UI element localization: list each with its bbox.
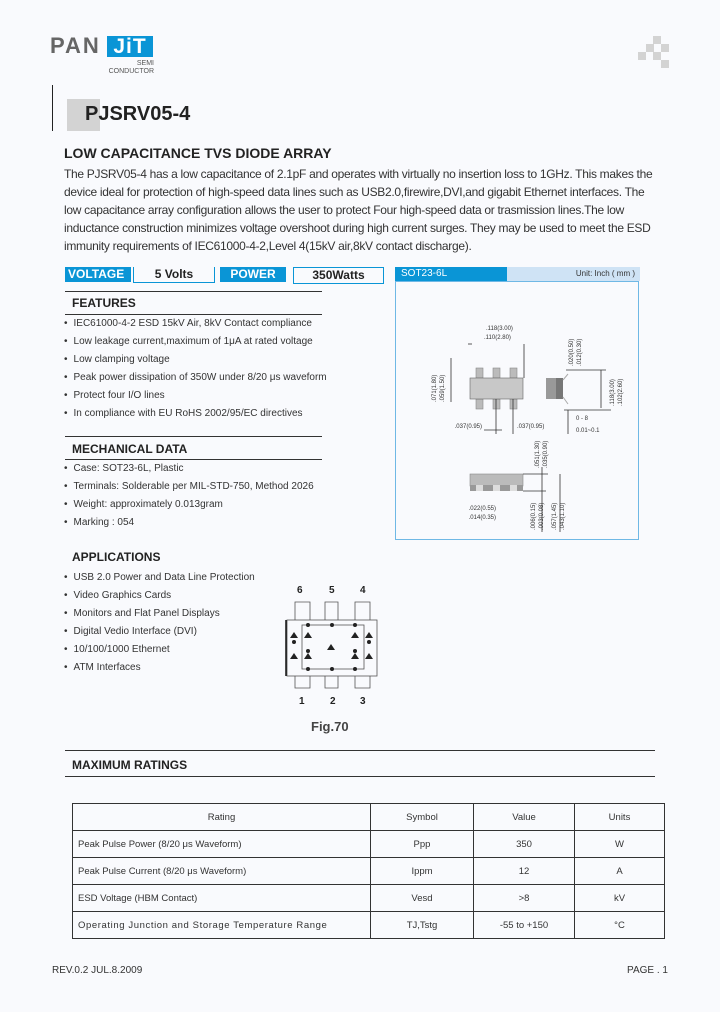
title-divider [52,85,53,131]
dim-side-1: .118(3.00) [610,379,616,406]
list-item: • ATM Interfaces [64,659,255,677]
pin-3: 3 [360,696,366,707]
cell: Operating Junction and Storage Temperature Range [73,912,371,939]
dim-width-bottom: .110(2.80) [484,335,511,341]
logo-sub1: SEMI [136,60,154,67]
list-item: • Weight: approximately 0.013gram [64,496,314,514]
dim-width-top: .118(3.00) [486,326,513,332]
dim-side-2: .102(2.60) [618,378,624,406]
divider [65,291,322,292]
list-item: • USB 2.0 Power and Data Line Protection [64,569,255,587]
dim-standoff-1: .006(0.15) [531,502,537,530]
table-row [73,858,665,885]
list-item: • In compliance with EU RoHS 2002/95/EC directives [64,405,327,423]
table-row [73,831,665,858]
list-item: • Terminals: Solderable per MIL-STD-750, Method 2026 [64,478,314,496]
pin-5: 5 [329,585,335,596]
dim-total-1: .057(1.45) [552,502,558,530]
dim-body-1: .051(1.30) [535,440,541,468]
applications-heading: APPLICATIONS [72,550,161,564]
logo-subtitle [106,60,154,76]
header-units: Units [575,804,665,831]
description: The PJSRV05-4 has a low capacitance of 2.1pF and operates with virtually no insertion loss to 1GHz. This makes the device ideal for protection of high-speed data lines such as USB2.0,firewire,DVI,and gigabit Ethernet interfaces. The low capacitance array configuration allows the user to protect Four high-speed data or trasmission lines.The low inductance construction minimizes voltage overshoot during high current surges. They may be used to meet the ESD immunity requirements of IEC61000-4-2,Level 4(15kV air,8kV contact discharge). [64,167,653,253]
package-unit: Unit: Inch ( mm ) [507,267,640,281]
dim-lead-width-2: .012(0.30) [577,338,583,366]
power-label: POWER [220,267,286,282]
mechanical-list [64,460,314,532]
package-name: SOT23-6L [395,267,507,281]
cell: TJ,Tstg [371,912,474,939]
cell: °C [575,912,665,939]
cell: Ppp [371,831,474,858]
list-item: • Video Graphics Cards [64,587,255,605]
package-drawing [395,281,639,540]
divider [65,750,655,751]
revision: REV.0.2 JUL.8.2009 [52,965,143,976]
cell: Peak Pulse Current (8/20 μs Waveform) [73,858,371,885]
header-value: Value [474,804,575,831]
dim-lead-pitch-2: .037(0.95) [517,424,545,430]
cell: Peak Pulse Power (8/20 μs Waveform) [73,831,371,858]
list-item: • Peak power dissipation of 350W under 8/20 μs waveform [64,369,327,387]
dim-height-1: .071(1.80) [432,374,438,402]
table-row [73,885,665,912]
ratings-table [72,803,665,939]
cell: Ippm [371,858,474,885]
features-list [64,315,327,423]
power-value: 350Watts [293,267,384,284]
divider [65,776,655,777]
pin-2: 2 [330,696,336,707]
logo-jit: JiT [107,36,153,57]
header-rating: Rating [73,804,371,831]
cell: 12 [474,858,575,885]
list-item: • Low clamping voltage [64,351,327,369]
dim-standoff-2: .003(0.08) [539,502,545,530]
ratings-heading: MAXIMUM RATINGS [72,758,188,772]
pin-4: 4 [360,585,366,596]
pin-1: 1 [299,696,305,707]
list-item: • IEC61000-4-2 ESD 15kV Air, 8kV Contact compliance [64,315,327,333]
dim-lead-width-1: .020(0.50) [569,338,575,366]
figure-caption: Fig.70 [311,719,349,734]
features-heading: FEATURES [72,296,136,310]
dim-angle-2: 0.01~0.1 [576,428,600,434]
cell: Vesd [371,885,474,912]
circuit-diagram [250,575,400,745]
logo-pan: PAN [50,33,101,58]
dim-lead-height-1: .022(0.55) [468,506,496,512]
voltage-value: 5 Volts [133,267,215,283]
dim-total-2: .043(1.10) [560,502,566,530]
cell: ESD Voltage (HBM Contact) [73,885,371,912]
dim-lead-height-2: .014(0.35) [468,515,496,521]
dim-height-2: .059(1.50) [440,374,446,402]
pin-6: 6 [297,585,303,596]
cell: -55 to +150 [474,912,575,939]
cell: kV [575,885,665,912]
dim-lead-pitch-1: .037(0.95) [454,424,482,430]
list-item: • 10/100/1000 Ethernet [64,641,255,659]
list-item: • Low leakage current,maximum of 1μA at rated voltage [64,333,327,351]
dim-body-2: .035(0.90) [543,440,549,468]
cell: W [575,831,665,858]
product-heading: LOW CAPACITANCE TVS DIODE ARRAY [64,145,332,161]
list-item: • Marking : 054 [64,514,314,532]
applications-list [64,569,255,677]
list-item: • Protect four I/O lines [64,387,327,405]
table-row [73,912,665,939]
cell: A [575,858,665,885]
cell: 350 [474,831,575,858]
dim-angle-1: 0 - 8 [576,416,589,422]
list-item: • Monitors and Flat Panel Displays [64,605,255,623]
voltage-label: VOLTAGE [65,267,131,282]
logo-sub2: CONDUCTOR [108,68,154,75]
part-number-title: PJSRV05-4 [85,103,191,125]
header-symbol: Symbol [371,804,474,831]
list-item: • Digital Vedio Interface (DVI) [64,623,255,641]
page-number: PAGE . 1 [627,965,668,976]
divider [65,436,322,437]
mechanical-heading: MECHANICAL DATA [72,442,188,456]
list-item: • Case: SOT23-6L, Plastic [64,460,314,478]
cell: >8 [474,885,575,912]
table-header-row [73,804,665,831]
package-outline-svg [396,282,638,539]
